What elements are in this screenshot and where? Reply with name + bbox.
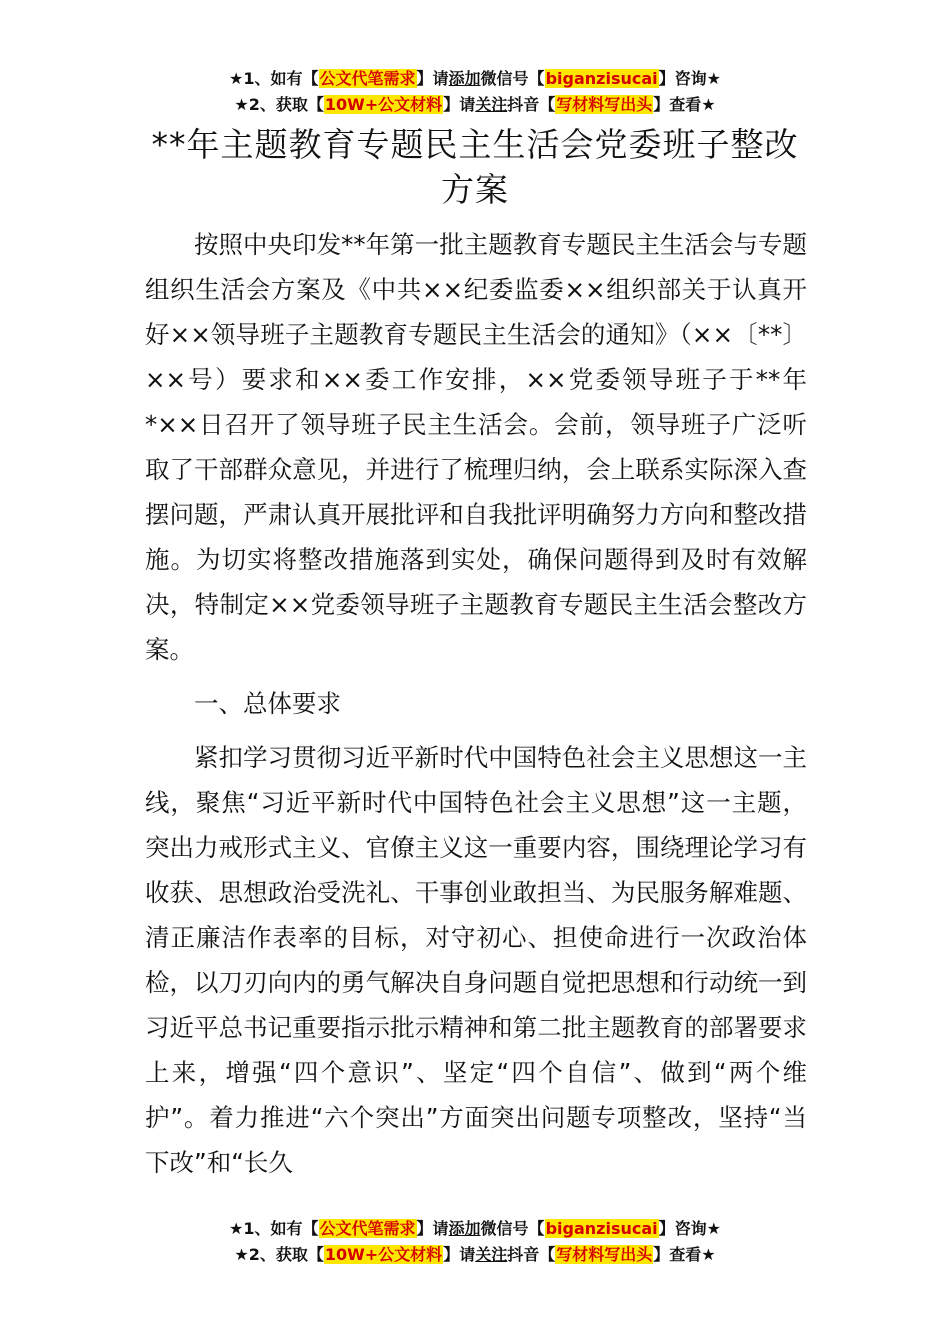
- banner-highlight: biganzisucai: [545, 69, 658, 88]
- intro-paragraph: 按照中央印发**年第一批主题教育专题民主生活会与专题组织生活会方案及《中共××纪委监委××组织部关于认真开好××领导班子主题教育专题民主生活会的通知》（××〔**〕××号）要求和××委工作安排，××党委领导班子于**年*××日召开了领导班子民主生活会。会前，领导班子广泛听取了干部群众意见，并进行了梳理归纳，会上联系实际深入查摆问题，严肃认真开展批评和自我批评明确努力方向和整改措施。为切实将整改措施落到实处，确保问题得到及时有效解决，特制定××党委领导班子主题教育专题民主生活会整改方案。: [145, 230, 807, 664]
- banner-text: 】请: [416, 1219, 449, 1238]
- banner-text: ★1、如有【: [229, 69, 319, 88]
- banner-text: 】查看★: [653, 95, 716, 114]
- banner-text: ★2、获取【: [234, 95, 324, 114]
- banner-text: ★2、获取【: [234, 1245, 324, 1264]
- banner-underline-text: 关注: [475, 1245, 508, 1264]
- banner-text: ★1、如有【: [229, 1219, 319, 1238]
- banner-highlight: 10W+公文材料: [324, 1245, 443, 1264]
- banner-line-1: [0, 1216, 950, 1242]
- banner-line-1: [0, 66, 950, 92]
- banner-underline-text: 关注: [475, 95, 508, 114]
- banner-text: 】咨询★: [658, 1219, 721, 1238]
- banner-text: 抖音【: [507, 95, 556, 114]
- banner-text: 抖音【: [507, 1245, 556, 1264]
- banner-line-2: [0, 92, 950, 118]
- banner-highlight: 写材料写出头: [556, 95, 653, 114]
- banner-highlight: 10W+公文材料: [324, 95, 443, 114]
- banner-highlight: 公文代笔需求: [319, 1219, 416, 1238]
- banner-highlight: biganzisucai: [545, 1219, 658, 1238]
- banner-text: 】请: [443, 95, 476, 114]
- banner-text: 】咨询★: [658, 69, 721, 88]
- document-body: [145, 222, 807, 1185]
- banner-text: 微信号【: [480, 69, 545, 88]
- document-title: **年主题教育专题民主生活会党委班子整改方案: [151, 125, 799, 209]
- footer-banner: [0, 1216, 950, 1268]
- banner-text: 微信号【: [480, 1219, 545, 1238]
- section-heading: 一、总体要求: [194, 689, 341, 718]
- section-paragraph: 紧扣学习贯彻习近平新时代中国特色社会主义思想这一主线，聚焦“习近平新时代中国特色社会主义思想”这一主题，突出力戒形式主义、官僚主义这一重要内容，围绕理论学习有收获、思想政治受洗礼、干事创业敢担当、为民服务解难题、清正廉洁作表率的目标，对守初心、担使命进行一次政治体检，以刀刃向内的勇气解决自身问题自觉把思想和行动统一到习近平总书记重要指示批示精神和第二批主题教育的部署要求上来，增强“四个意识”、坚定“四个自信”、做到“两个维护”。着力推进“六个突出”方面突出问题专项整改，坚持“当下改”和“长久: [145, 743, 807, 1177]
- banner-underline-text: 添加: [448, 69, 481, 88]
- banner-highlight: 写材料写出头: [556, 1245, 653, 1264]
- header-banner: [0, 66, 950, 118]
- banner-underline-text: 添加: [448, 1219, 481, 1238]
- banner-text: 】查看★: [653, 1245, 716, 1264]
- banner-highlight: 公文代笔需求: [319, 69, 416, 88]
- banner-text: 】请: [443, 1245, 476, 1264]
- banner-text: 】请: [416, 69, 449, 88]
- banner-line-2: [0, 1242, 950, 1268]
